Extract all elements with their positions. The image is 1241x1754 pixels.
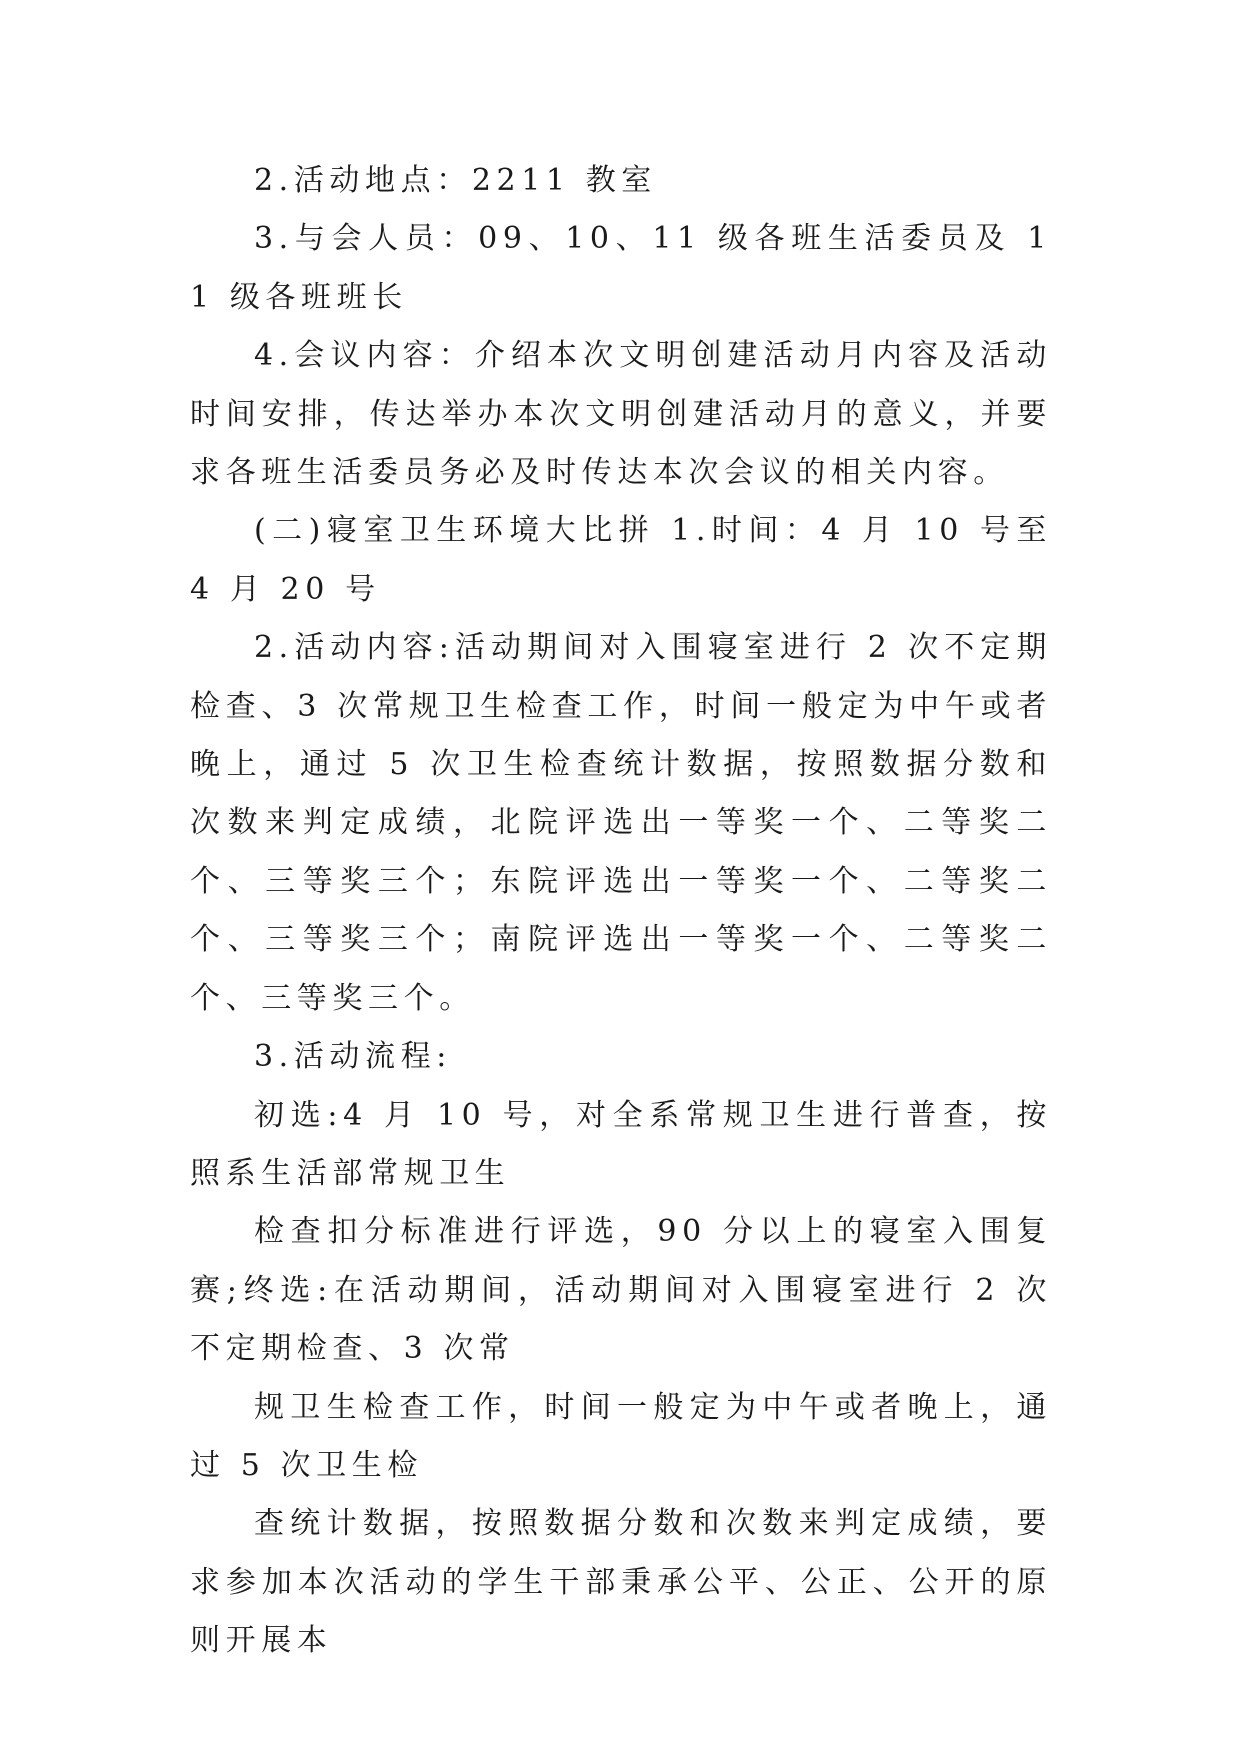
paragraph-activity-content: 2.活动内容:活动期间对入围寝室进行 2 次不定期检查、3 次常规卫生检查工作，时间一般定为中午或者晚上，通过 5 次卫生检查统计数据，按照数据分数和次数来判定成绩，北院评选出一等奖一个、二等奖二个、三等奖三个；东院评选出一等奖一个、二等奖二个、三等奖三个；南院评选出一等奖一个、二等奖二个、三等奖三个。 <box>190 630 1052 1016</box>
paragraph-routine-inspection: 规卫生检查工作，时间一般定为中午或者晚上，通过 5 次卫生检 <box>190 1389 1052 1483</box>
paragraph-meeting-content: 4.会议内容：介绍本次文明创建活动月内容及活动时间安排，传达举办本次文明创建活动月的意义，并要求各班生活委员务必及时传达本次会议的相关内容。 <box>190 338 1052 491</box>
paragraph-activity-process-heading: 3.活动流程: <box>254 1039 452 1075</box>
paragraph-preliminary: 初选:4 月 10 号，对全系常规卫生进行普查，按照系生活部常规卫生 <box>190 1097 1052 1191</box>
document-body <box>190 152 1052 1671</box>
paragraph-dorm-contest-time: (二)寝室卫生环境大比拼 1.时间：4 月 10 号至 4 月 20 号 <box>190 513 1052 607</box>
paragraph-location: 2.活动地点：2211 教室 <box>254 163 657 198</box>
paragraph-inspection-standard: 检查扣分标准进行评选，90 分以上的寝室入围复赛;终选:在活动期间，活动期间对入围寝室进行 2 次不定期检查、3 次常 <box>190 1214 1052 1367</box>
paragraph-statistics: 查统计数据，按照数据分数和次数来判定成绩，要求参加本次活动的学生干部秉承公平、公正、公开的原则开展本 <box>190 1506 1052 1659</box>
paragraph-attendees: 3.与会人员：09、10、11 级各班生活委员及 11 级各班班长 <box>190 221 1052 315</box>
